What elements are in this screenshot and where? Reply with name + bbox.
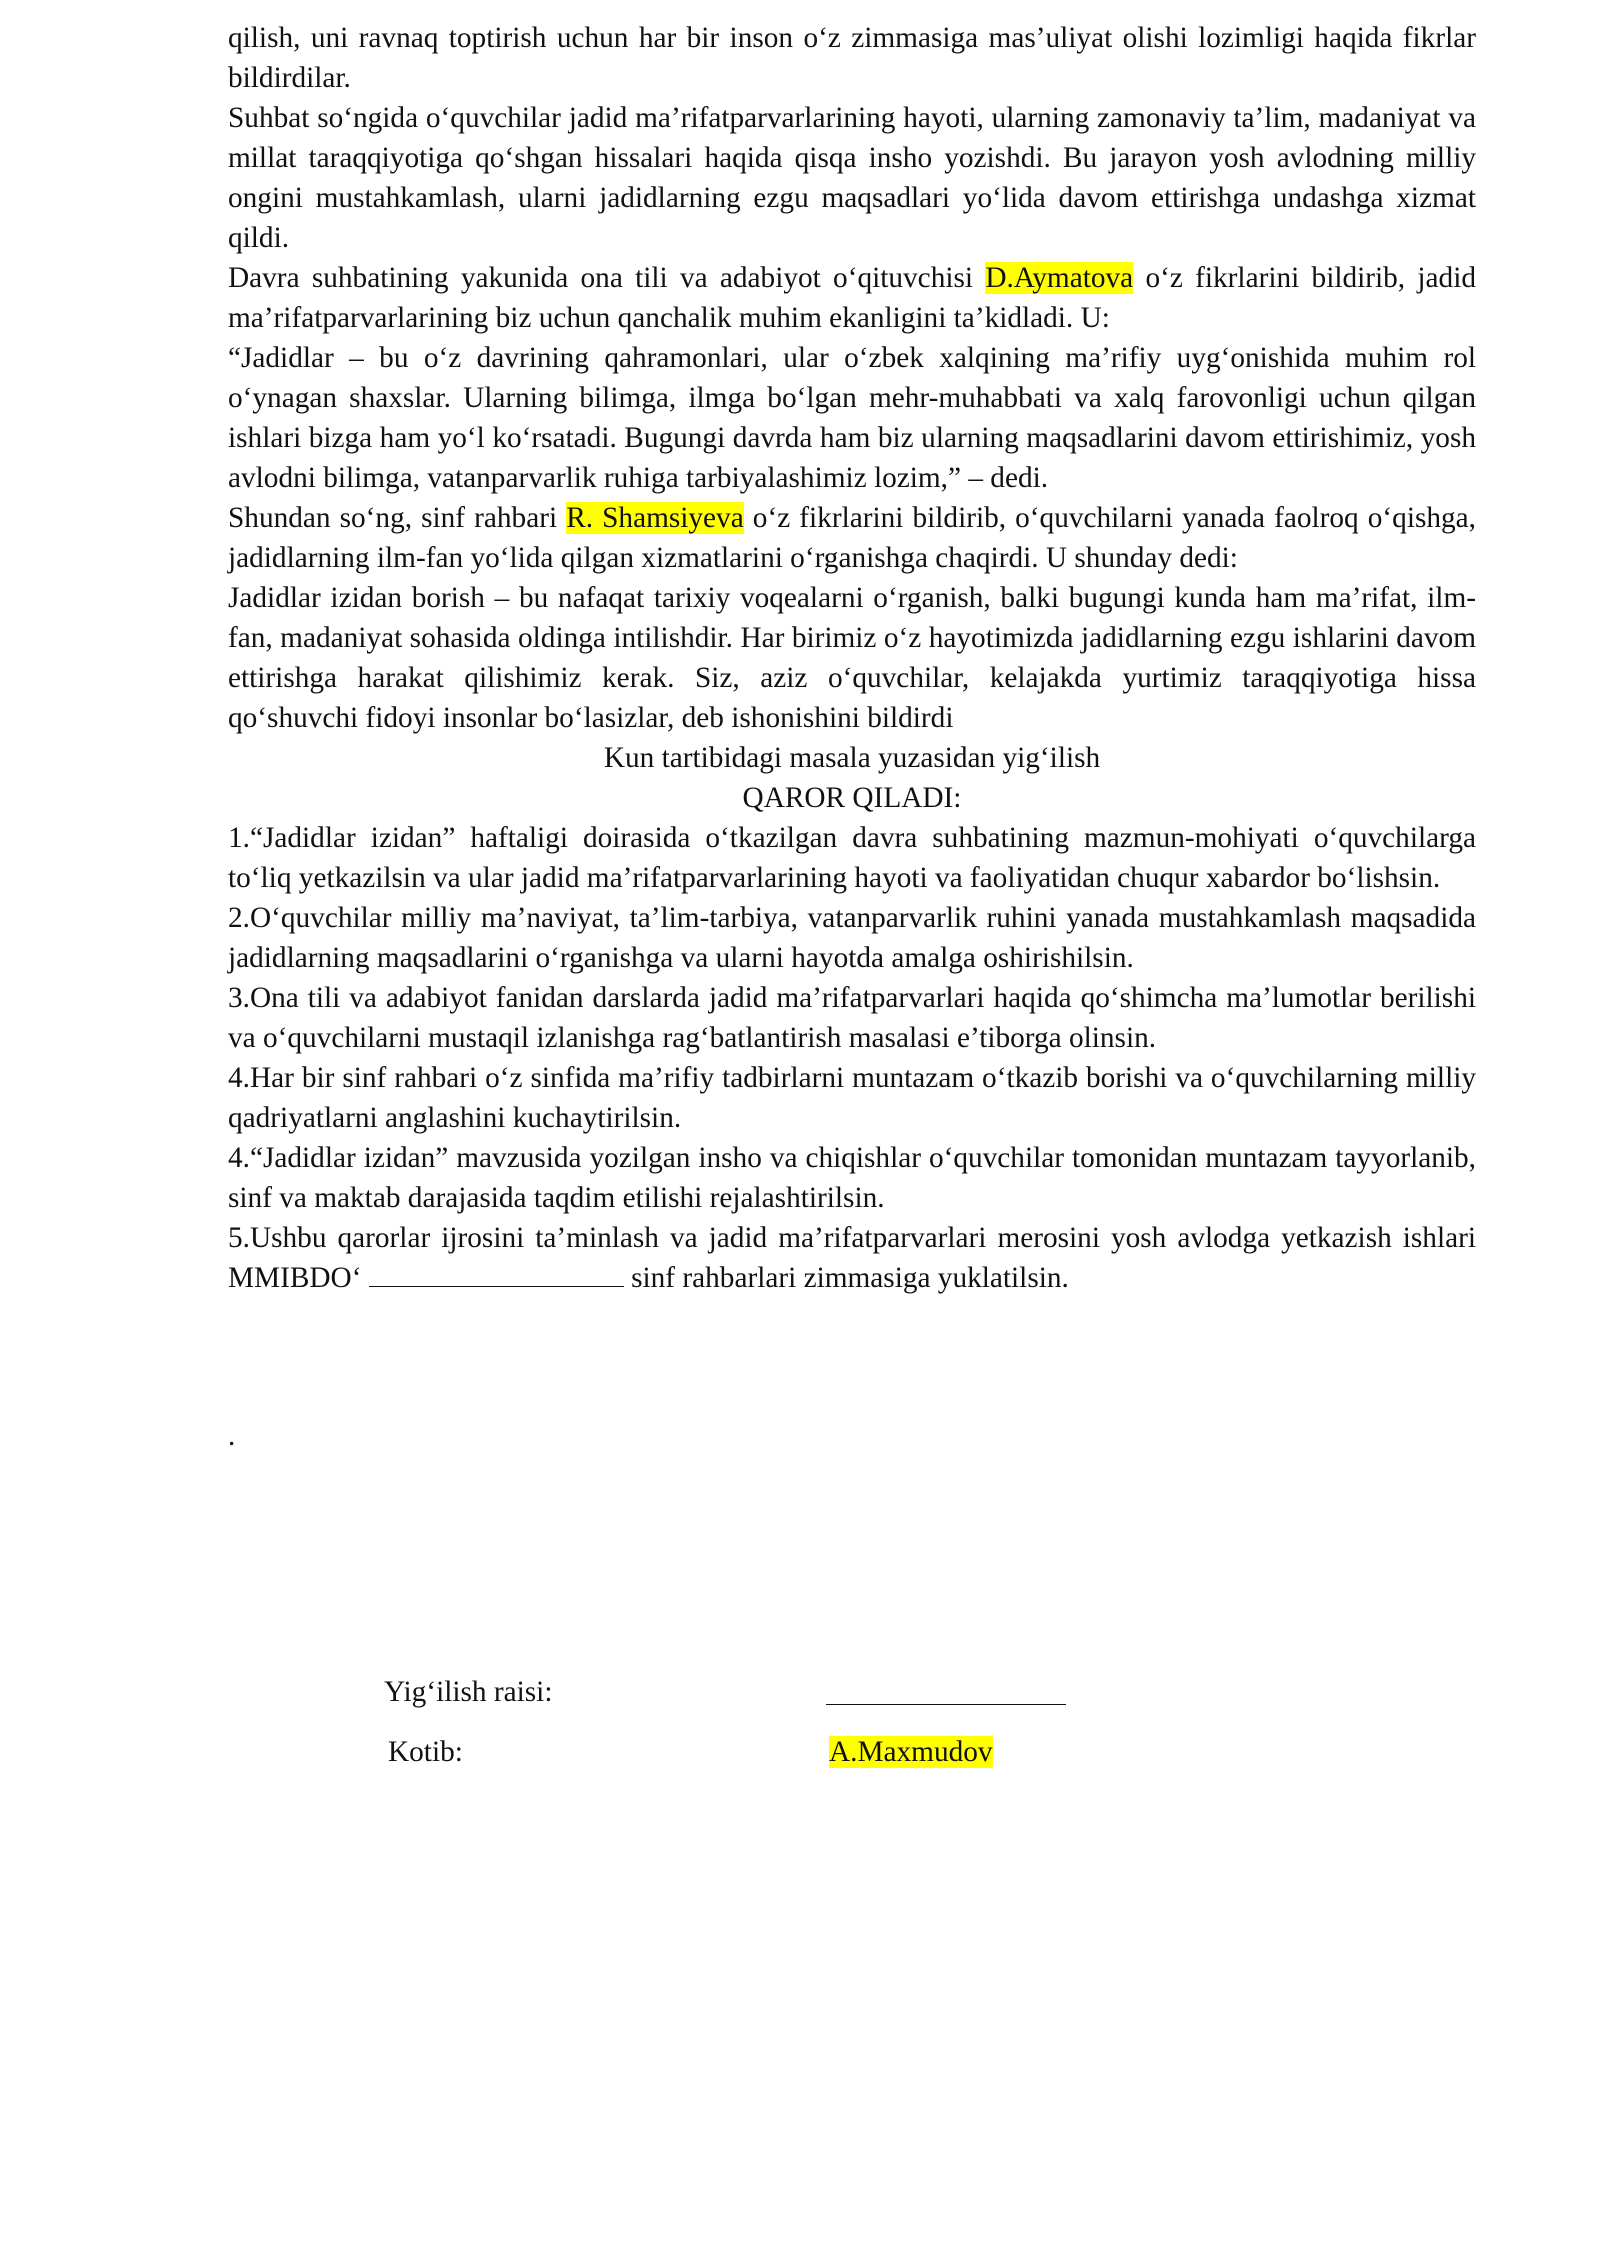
paragraph-shamsiyeva-quote: Jadidlar izidan borish – bu nafaqat tarixiy voqealarni o‘rganish, balki bugungi kunda ham ma’rifat, ilm-fan, madaniyat sohasida oldinga intilishdir. Har birimiz o‘z hayotimizda jadidlarning ezgu ishlarini davom ettirishga harakat qilishimiz kerak. Siz, aziz o‘quvchilar, kelajakda yurtimiz taraqqiyotiga hissa qo‘shuvchi fidoyi insonlar bo‘lasizlar, deb ishonishini bildirdi (228, 582, 1476, 734)
text-segment: o‘z fikrlarini bildirib, o‘quvchilarni yanada faolroq o‘qishga, jadidlarning ilm-fan yo‘lida qilgan xizmatlarini o‘rganishga chaqirdi. U shunday dedi: (228, 502, 1476, 574)
highlighted-name-shamsiyeva: R. Shamsiyeva (566, 502, 744, 534)
decision-item-4b: 4.“Jadidlar izidan” mavzusida yozilgan insho va chiqishlar o‘quvchilar tomonidan muntazam tayyorlanib, sinf va maktab darajasida taqdim etilishi rejalashtirilsin. (228, 1142, 1476, 1214)
decision-item-4a: 4.Har bir sinf rahbari o‘z sinfida ma’rifiy tadbirlarni muntazam o‘tkazib borishi va o‘quvchilarning milliy qadriyatlarni anglashini kuchaytirilsin. (228, 1062, 1476, 1134)
blank-fill-line (369, 1258, 624, 1287)
stray-dot: . (228, 1420, 236, 1452)
decision-item-1: 1.“Jadidlar izidan” haftaligi doirasida o‘tkazilgan davra suhbatining mazmun-mohiyati o‘quvchilarga to‘liq yetkazilsin va ular jadid ma’rifatparvarlarining hayoti va faoliyatidan chuqur xabardor bo‘lishsin. (228, 822, 1476, 894)
decision-item-3: 3.Ona tili va adabiyot fanidan darslarda jadid ma’rifatparvarlari haqida qo‘shimcha ma’lumotlar berilishi va o‘quvchilarni mustaqil izlanishga rag‘batlantirish masalasi e’tiborga olinsin. (228, 982, 1476, 1054)
paragraph-intro-continuation: qilish, uni ravnaq toptirish uchun har bir inson o‘z zimmasiga mas’uliyat olishi lozimligi haqida fikrlar bildirdilar. (228, 22, 1476, 94)
paragraph-essay-writing: Suhbat so‘ngida o‘quvchilar jadid ma’rifatparvarlarining hayoti, ularning zamonaviy ta’lim, madaniyat va millat taraqqiyotiga qo‘shgan hissalari haqida qisqa insho yozishdi. Bu jarayon yosh avlodning milliy ongini mustahkamlash, ularni jadidlarning ezgu maqsadlari yo‘lida davom ettirishga undashga xizmat qildi. (228, 102, 1476, 254)
text-segment: 5.Ushbu qarorlar ijrosini ta’minlash va jadid ma’rifatparvarlari merosini yosh avlodga yetkazish ishlari MMIBDO‘ (228, 1222, 1476, 1294)
text-segment: Davra suhbatining yakunida ona tili va adabiyot o‘qituvchisi (228, 262, 986, 294)
highlighted-name-maxmudov: A.Maxmudov (829, 1736, 993, 1768)
text-segment: sinf rahbarlari zimmasiga yuklatilsin. (623, 1262, 1069, 1294)
decision-heading: QAROR QILADI: (742, 782, 962, 814)
paragraph-aymatova-quote: “Jadidlar – bu o‘z davrining qahramonlari, ular o‘zbek xalqining ma’rifiy uyg‘onishida muhim rol o‘ynagan shaxslar. Ularning bilimga, ilmga bo‘lgan mehr-muhabbati va xalq farovonligi uchun qilgan ishlari bizga ham yo‘l ko‘rsatadi. Bugungi davrda ham biz ularning maqsadlarini davom ettirishimiz, yosh avlodni bilimga, vatanparvarlik ruhiga tarbiyalashimiz lozim,” – dedi. (228, 342, 1476, 494)
secretary-label: Kotib: (388, 1736, 463, 1768)
text-segment: o‘z fikrlarini bildirib, jadid ma’rifatparvarlarining biz uchun qanchalik muhim ekanligini ta’kidladi. U: (228, 262, 1476, 334)
decision-item-2: 2.O‘quvchilar milliy ma’naviyat, ta’lim-tarbiya, vatanparvarlik ruhini yanada mustahkamlash maqsadida jadidlarning maqsadlarini o‘rganishga va ularni hayotda amalga oshirishilsin. (228, 902, 1476, 974)
secretary-name (829, 1732, 993, 1772)
chair-signature-line (826, 1704, 1066, 1705)
highlighted-name-aymatova: D.Aymatova (985, 262, 1134, 294)
paragraph-aymatova-intro (228, 258, 1476, 338)
agenda-line: Kun tartibidagi masala yuzasidan yig‘ilish (603, 742, 1101, 774)
document-body (228, 18, 1476, 1298)
chair-label: Yig‘ilish raisi: (384, 1676, 553, 1708)
decision-item-5 (228, 1218, 1476, 1298)
paragraph-shamsiyeva-intro (228, 498, 1476, 578)
text-segment: Shundan so‘ng, sinf rahbari (228, 502, 567, 534)
